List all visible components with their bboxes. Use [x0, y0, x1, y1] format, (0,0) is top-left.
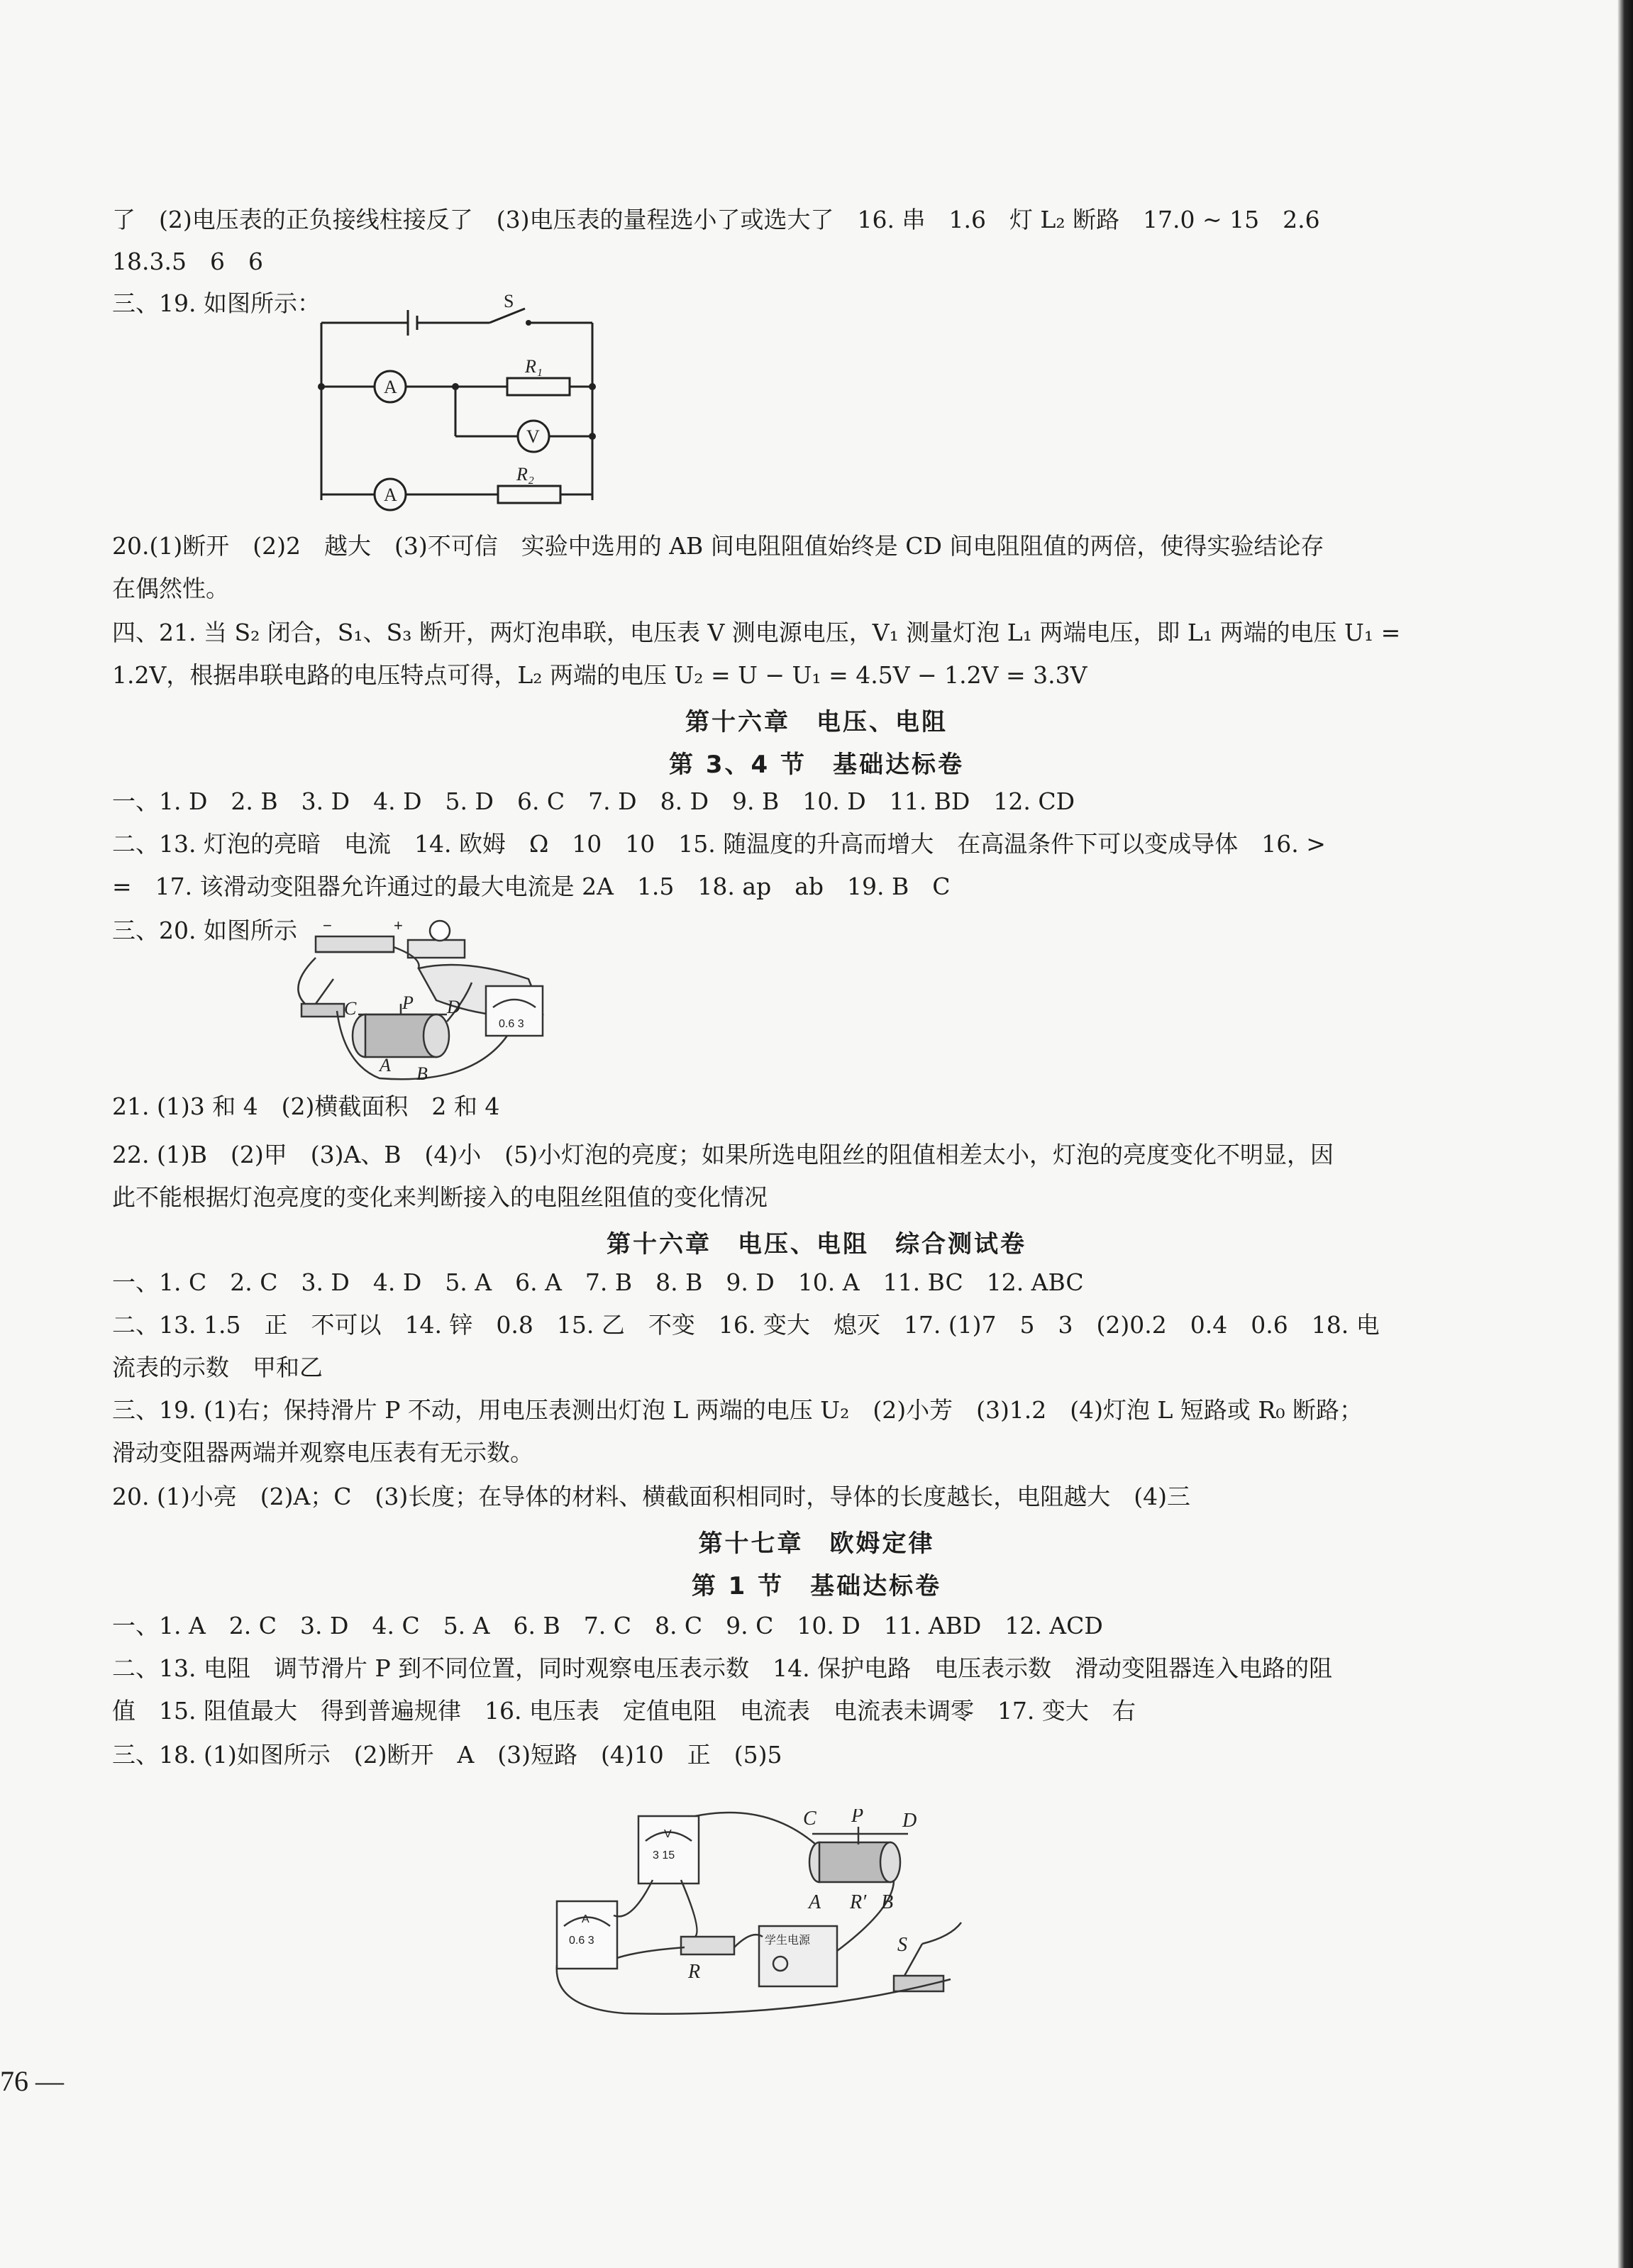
voltmeter-label: V: [526, 426, 540, 447]
chapter-heading: 第十七章 欧姆定律: [698, 1529, 935, 1558]
text-line: 了 (2)电压表的正负接线柱接反了 (3)电压表的量程选小了或选大了 16. 串 1.6 灯 L₂ 断路 17.0 ~ 15 2.6: [112, 206, 1320, 233]
battery-minus-label: −: [323, 917, 332, 934]
text-line: 三、20. 如图所示: [112, 917, 297, 944]
page-number: 76 —: [0, 2065, 64, 2097]
text-line: 21. (1)3 和 4 (2)横截面积 2 和 4: [112, 1092, 500, 1120]
text-line: 在偶然性。: [112, 575, 229, 602]
text-line: 20.(1)断开 (2)2 越大 (3)不可信 实验中选用的 AB 间电阻阻值始终是 CD 间电阻阻值的两倍，使得实验结论存: [112, 532, 1324, 560]
resistor-label: R: [688, 1961, 701, 1983]
voltmeter-symbol: V: [664, 1828, 672, 1840]
text-line: 20. (1)小亮 (2)A；C (3)长度；在导体的材料、横截面积相同时，导体的长度越长，电阻越大 (4)三: [112, 1483, 1191, 1510]
apparatus-figure-20: [294, 915, 564, 1092]
text-line: 二、13. 灯泡的亮暗 电流 14. 欧姆 Ω 10 10 15. 随温度的升高而增大 在高温条件下可以变成导体 16. >: [112, 830, 1326, 858]
text-line: 三、19. (1)右；保持滑片 P 不动，用电压表测出灯泡 L 两端的电压 U₂ (2)小芳 (3)1.2 (4)灯泡 L 短路或 R₀ 断路；: [112, 1396, 1363, 1424]
apparatus-figure-18: [553, 1809, 979, 2022]
switch-label: S: [504, 291, 514, 311]
text-line: 1.2V，根据串联电路的电压特点可得，L₂ 两端的电压 U₂ = U − U₁ = 4.5V − 1.2V = 3.3V: [112, 661, 1087, 689]
text-line: 此不能根据灯泡亮度的变化来判断接入的电阻丝阻值的变化情况: [112, 1183, 768, 1211]
ammeter-scale-label: 0.6 3: [569, 1935, 594, 1947]
text-line: 一、1. C 2. C 3. D 4. D 5. A 6. A 7. B 8. B 9. D 10. A 11. BC 12. ABC: [112, 1268, 1084, 1296]
terminal-label: C: [344, 998, 357, 1019]
terminal-label: C: [803, 1809, 816, 1830]
voltmeter-scale-label: 3 15: [653, 1849, 675, 1862]
chapter-heading: 第十六章 电压、电阻 综合测试卷: [607, 1230, 1026, 1259]
slider-label: P: [402, 992, 414, 1013]
section-heading: 第 3、4 节 基础达标卷: [669, 751, 964, 779]
text-line: 一、1. A 2. C 3. D 4. C 5. A 6. B 7. C 8. C 9. C 10. D 11. ABD 12. ACD: [112, 1612, 1103, 1639]
switch-label: S: [897, 1934, 907, 1956]
text-line: 值 15. 阻值最大 得到普遍规律 16. 电压表 定值电阻 电流表 电流表未调零 17. 变大 右: [112, 1697, 1136, 1725]
ammeter-symbol: A: [582, 1913, 589, 1925]
section-heading: 第 1 节 基础达标卷: [691, 1572, 942, 1600]
text-line: 一、1. D 2. B 3. D 4. D 5. D 6. C 7. D 8. D 9. B 10. D 11. BD 12. CD: [112, 787, 1075, 815]
rheostat-label: R′: [850, 1891, 867, 1913]
chapter-heading: 第十六章 电压、电阻: [685, 708, 948, 736]
text-line: 流表的示数 甲和乙: [112, 1354, 323, 1381]
text-line: 四、21. 当 S₂ 闭合，S₁、S₃ 断开，两灯泡串联，电压表 V 测电源电压，V₁ 测量灯泡 L₁ 两端电压，即 L₁ 两端的电压 U₁ =: [112, 619, 1401, 646]
page-edge-shadow: [1617, 0, 1633, 2268]
terminal-label: A: [809, 1891, 821, 1913]
terminal-label: D: [447, 997, 460, 1017]
terminal-label: A: [380, 1055, 391, 1075]
text-line: 三、18. (1)如图所示 (2)断开 A (3)短路 (4)10 正 (5)5: [112, 1741, 782, 1769]
resistor-label: R₂: [516, 464, 534, 485]
battery-plus-label: +: [394, 917, 403, 934]
meter-scale-label: 0.6 3: [499, 1018, 524, 1030]
text-line: 18.3.5 6 6: [112, 248, 263, 275]
text-line: = 17. 该滑动变阻器允许通过的最大电流是 2A 1.5 18. ap ab 19. B C: [112, 873, 951, 900]
ammeter-label: A: [384, 377, 397, 397]
text-line: 22. (1)B (2)甲 (3)A、B (4)小 (5)小灯泡的亮度；如果所选电阻丝的阻值相差太小，灯泡的亮度变化不明显，因: [112, 1141, 1334, 1168]
terminal-label: B: [881, 1891, 894, 1913]
power-supply-label: 学生电源: [765, 1935, 811, 1947]
text-line: 二、13. 电阻 调节滑片 P 到不同位置，同时观察电压表示数 14. 保护电路 电压表示数 滑动变阻器连入电路的阻: [112, 1654, 1333, 1682]
slider-label: P: [851, 1809, 864, 1827]
text-line: 二、13. 1.5 正 不可以 14. 锌 0.8 15. 乙 不变 16. 变大 熄灭 17. (1)7 5 3 (2)0.2 0.4 0.6 18. 电: [112, 1311, 1380, 1339]
terminal-label: D: [902, 1810, 917, 1832]
circuit-diagram-19: [312, 287, 610, 521]
terminal-label: B: [416, 1063, 428, 1084]
ammeter-label: A: [384, 485, 397, 505]
text-line: 滑动变阻器两端并观察电压表有无示数。: [112, 1439, 533, 1466]
resistor-label: R₁: [525, 356, 543, 377]
text-line: 三、19. 如图所示：: [112, 289, 321, 317]
